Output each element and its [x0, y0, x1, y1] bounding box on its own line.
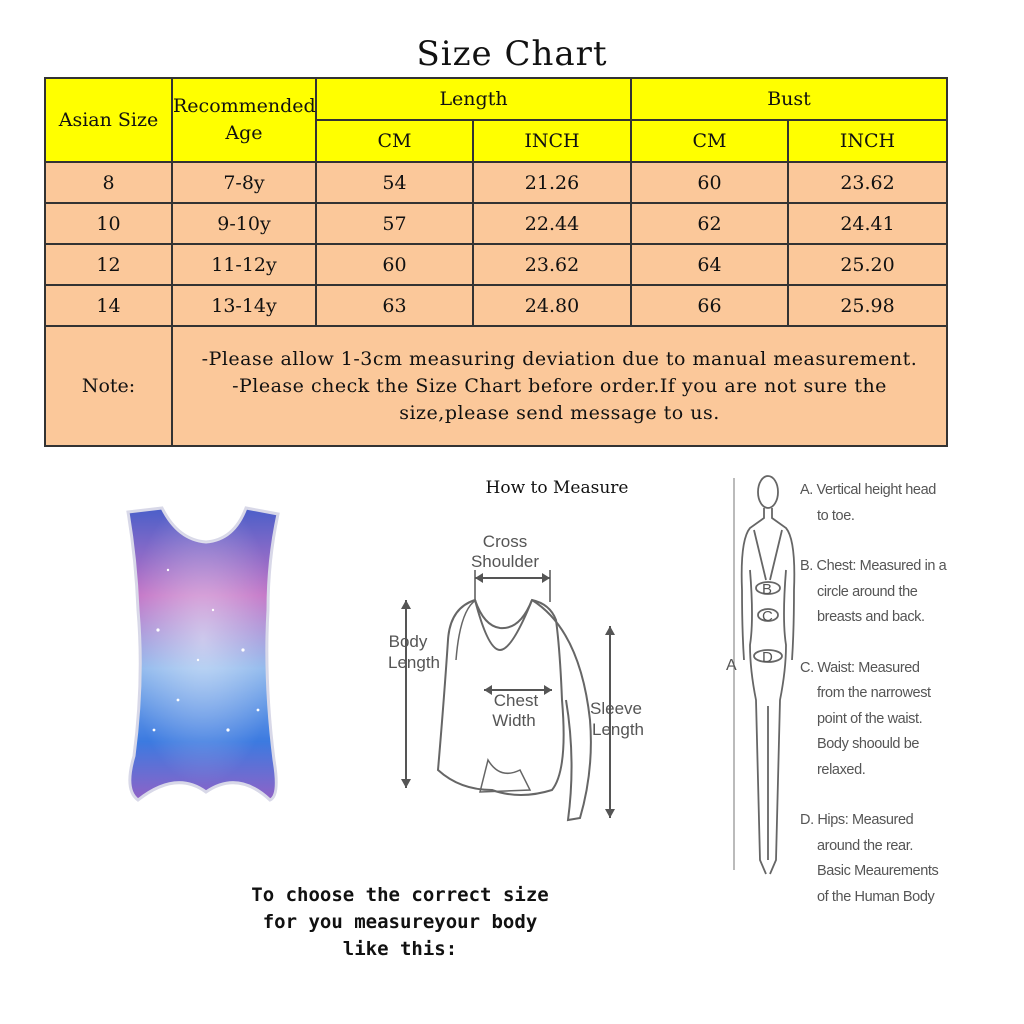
cell-bust-cm: 62 [631, 203, 788, 244]
cell-bust-cm: 66 [631, 285, 788, 326]
measurement-legend [800, 478, 950, 935]
note-text [172, 326, 947, 446]
caption-line-3: like this: [342, 938, 458, 960]
cell-age: 13-14y [172, 285, 316, 326]
cell-length-inch: 22.44 [473, 203, 631, 244]
legend-a: A. Vertical height head to toe. [800, 482, 936, 524]
table-row [45, 203, 947, 244]
header-asian-size: Asian Size [45, 78, 172, 162]
header-bust: Bust [631, 78, 947, 120]
how-to-measure-title: How to Measure [485, 478, 629, 498]
cell-age: 7-8y [172, 162, 316, 203]
legend-c: C. Waist: Measured from the narrowest point of the waist. Body shoould be relaxed. [800, 659, 931, 778]
garment-diagram [380, 500, 650, 830]
body-length-label-2: Length [388, 653, 440, 672]
note-row [45, 326, 947, 446]
table-row [45, 285, 947, 326]
body-figure [720, 470, 800, 890]
cell-length-inch: 24.80 [473, 285, 631, 326]
note-label: Note: [45, 326, 172, 446]
chest-width-label-1: Chest [493, 691, 539, 710]
sleeve-length-label-1: Sleeve [590, 699, 642, 718]
note-line-2: -Please check the Size Chart before order.If you are not sure the size,please send message to us. [232, 374, 887, 424]
header-length: Length [316, 78, 631, 120]
marker-c: C [762, 608, 773, 625]
cell-age: 9-10y [172, 203, 316, 244]
cross-shoulder-label-1: Cross [482, 532, 528, 551]
marker-b: B [762, 581, 773, 598]
cell-size: 14 [45, 285, 172, 326]
header-length-cm: CM [316, 120, 473, 162]
note-line-1: -Please allow 1-3cm measuring deviation due to manual measurement. [201, 347, 918, 370]
cell-bust-cm: 60 [631, 162, 788, 203]
sleeve-length-label-2: Length [592, 720, 644, 739]
cell-age: 11-12y [172, 244, 316, 285]
cell-bust-inch: 25.20 [788, 244, 947, 285]
table-row [45, 244, 947, 285]
header-bust-cm: CM [631, 120, 788, 162]
cell-length-cm: 57 [316, 203, 473, 244]
table-row [45, 162, 947, 203]
chest-width-label-2: Width [492, 711, 536, 730]
marker-a: A [726, 657, 737, 674]
size-chart-title: Size Chart [416, 34, 608, 74]
cell-length-cm: 60 [316, 244, 473, 285]
header-recommended-age: Recommended Age [172, 78, 316, 162]
measure-caption [160, 882, 640, 963]
cell-bust-inch: 24.41 [788, 203, 947, 244]
cross-shoulder-label-2: Shoulder [470, 552, 540, 571]
cell-length-cm: 54 [316, 162, 473, 203]
legend-d: D. Hips: Measured around the rear. Basic Meaurements of the Human Body [800, 812, 939, 905]
cell-bust-inch: 25.98 [788, 285, 947, 326]
caption-line-1: To choose the correct size [251, 884, 549, 906]
body-length-label-1: Body [388, 632, 428, 651]
legend-b: B. Chest: Measured in a circle around the breasts and back. [800, 558, 947, 625]
cell-size: 12 [45, 244, 172, 285]
header-length-inch: INCH [473, 120, 631, 162]
cell-bust-inch: 23.62 [788, 162, 947, 203]
caption-line-2: for you measureyour body [262, 911, 538, 933]
cell-length-inch: 21.26 [473, 162, 631, 203]
size-chart-table [44, 77, 948, 447]
cell-length-cm: 63 [316, 285, 473, 326]
marker-d: D [762, 649, 773, 666]
cell-bust-cm: 64 [631, 244, 788, 285]
header-bust-inch: INCH [788, 120, 947, 162]
cell-length-inch: 23.62 [473, 244, 631, 285]
leotard-image [118, 500, 288, 820]
cell-size: 8 [45, 162, 172, 203]
cell-size: 10 [45, 203, 172, 244]
